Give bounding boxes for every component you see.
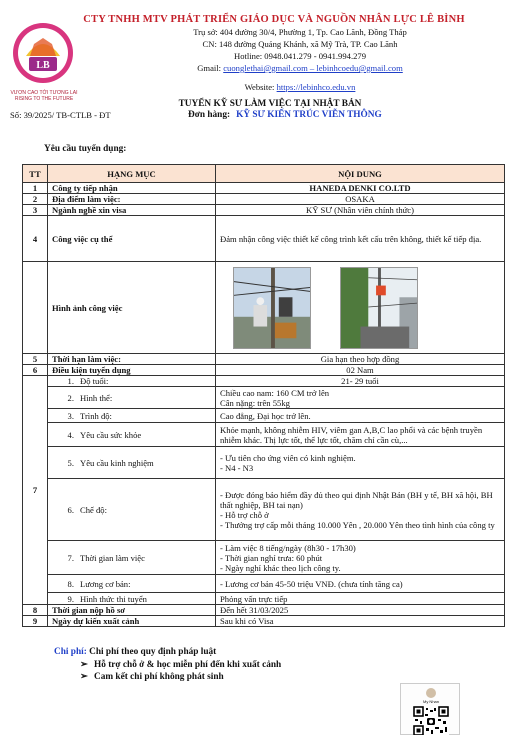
company-logo (12, 22, 74, 84)
table-row-sub: 4. Yêu cầu sức khỏe Khỏe mạnh, không nhiễm HIV, viêm gan A,B,C lao phổi và các bệnh truyền nhiễm khác. Thị lực tốt, thể lực tốt, chăm chỉ cần cù,... (23, 423, 505, 447)
company-name: CTY TNHH MTV PHÁT TRIỂN GIÁO DỤC VÀ NGUỒN NHÂN LỰC LÊ BÌNH (83, 14, 465, 25)
table-row: 9 Ngày dự kiến xuất cảnh Sau khi có Visa (23, 616, 505, 627)
order-value: KỸ SƯ KIẾN TRÚC VIỄN THÔNG (236, 110, 382, 120)
header-item: HẠNG MỤC (48, 165, 216, 183)
gmail-line: Gmail: cuonglethai@gmail.com – lebinhcoedu@gmail.com (197, 63, 403, 73)
table-row: 8 Thời gian nộp hồ sơ Đến hết 31/03/2025 (23, 605, 505, 616)
table-row: 6 Điều kiện tuyển dụng 02 Nam (23, 365, 505, 376)
gmail-link[interactable]: cuonglethai@gmail.com – lebinhcoedu@gmail.com (223, 63, 403, 73)
arrow-bullet-icon: ➢ (80, 660, 88, 670)
order-line: Đơn hàng: KỸ SƯ KIẾN TRÚC VIỄN THÔNG (188, 110, 382, 120)
job-title: TUYỂN KỸ SƯ LÀM VIỆC TẠI NHẬT BẢN (178, 99, 362, 109)
footer-item: ➢ Cam kết chi phí không phát sinh (80, 672, 224, 682)
qr-card[interactable] (400, 683, 460, 735)
recruitment-table (22, 164, 505, 627)
table-row: 5 Thời hạn làm việc: Gia hạn theo hợp đồng (23, 354, 505, 365)
footer-item: ➢ Hỗ trợ chỗ ở & học miễn phí đến khi xuất cảnh (80, 660, 282, 670)
table-row-sub: 9. Hình thức thi tuyển Phỏng vấn trực tiếp (23, 593, 505, 605)
photo-cell (216, 262, 505, 354)
work-photo-1 (233, 267, 311, 349)
website-link[interactable]: https://lebinhco.edu.vn (276, 82, 356, 92)
requirements-heading: Yêu cầu tuyển dụng: (44, 144, 127, 154)
header-content: NỘI DUNG (216, 165, 505, 183)
avatar (426, 688, 436, 698)
letterhead (0, 0, 514, 150)
hotline: Hotline: 0948.041.279 - 0941.994.279 (233, 51, 366, 61)
document-number: Số: 39/2025/ TB-CTLB - ĐT (10, 110, 111, 120)
website-line: Website: https://lebinhco.edu.vn (244, 82, 356, 92)
svg-text:LB: LB (36, 60, 50, 71)
table-row-sub: 7. Thời gian làm việc - Làm việc 8 tiếng/ngày (8h30 - 17h30) - Thời gian nghỉ trưa: 60 phút - Ngày nghỉ khác theo lịch công ty. (23, 541, 505, 575)
cost-note: Chi phí: Chi phí theo quy định pháp luật (54, 647, 217, 657)
table-row: 1 Công ty tiếp nhận HANEDA DENKI CO.LTD (23, 183, 505, 194)
section-7-number: 7 (23, 376, 48, 605)
table-row-sub: 3. Trình độ: Cao đẳng, Đại học trở lên. (23, 409, 505, 423)
table-row-sub: 5. Yêu cầu kinh nghiệm - Ưu tiên cho ứng viên có kinh nghiệm. - N4 - N3 (23, 447, 505, 479)
qr-name: My Nhan (422, 699, 439, 704)
table-row-photos: Hình ảnh công việc (23, 262, 505, 354)
qr-code-icon (413, 706, 449, 735)
logo-caption: VƯƠN CAO TỚI TƯƠNG LAI RISING TO THE FUTURE (10, 90, 78, 102)
header-tt: TT (23, 165, 48, 183)
arrow-bullet-icon: ➢ (80, 672, 88, 682)
table-row-sub: 2. Hình thể: Chiều cao nam: 160 CM trở lên Cân nặng: trên 55kg (23, 387, 505, 409)
head-office-address: Trụ sở: 404 đường 30/4, Phường 1, Tp. Cao Lãnh, Đồng Tháp (193, 27, 407, 37)
table-row-sub: 6. Chế độ: - Được đóng bảo hiểm đầy đủ theo qui định Nhật Bản (BH y tế, BH xã hội, BH thất nghiệp, BH tai nạn) - Hỗ trợ chỗ ở - Thưởng trợ cấp mỗi tháng 10.000 Yên , 20.000 Yên theo tình hình của công ty (23, 479, 505, 541)
table-row: 2 Địa điểm làm việc: OSAKA (23, 194, 505, 205)
table-header-row (23, 165, 505, 183)
table-row-sub: 7 1. Độ tuổi: 21- 29 tuổi (23, 376, 505, 387)
branch-address: CN: 148 đường Quảng Khánh, xã Mỹ Trà, TP. Cao Lãnh (202, 39, 398, 49)
table-row: 3 Ngành nghề xin visa KỸ SƯ (Nhân viên chính thức) (23, 205, 505, 216)
work-photo-2 (340, 267, 418, 349)
table-row-sub: 8. Lương cơ bản: - Lương cơ bản 45-50 triệu VNĐ. (chưa tính tăng ca) (23, 575, 505, 593)
table-row: 4 Công việc cụ thể Đảm nhận công việc thiết kế công trình kết cấu trên không, thiết kế tiếp địa. (23, 216, 505, 262)
